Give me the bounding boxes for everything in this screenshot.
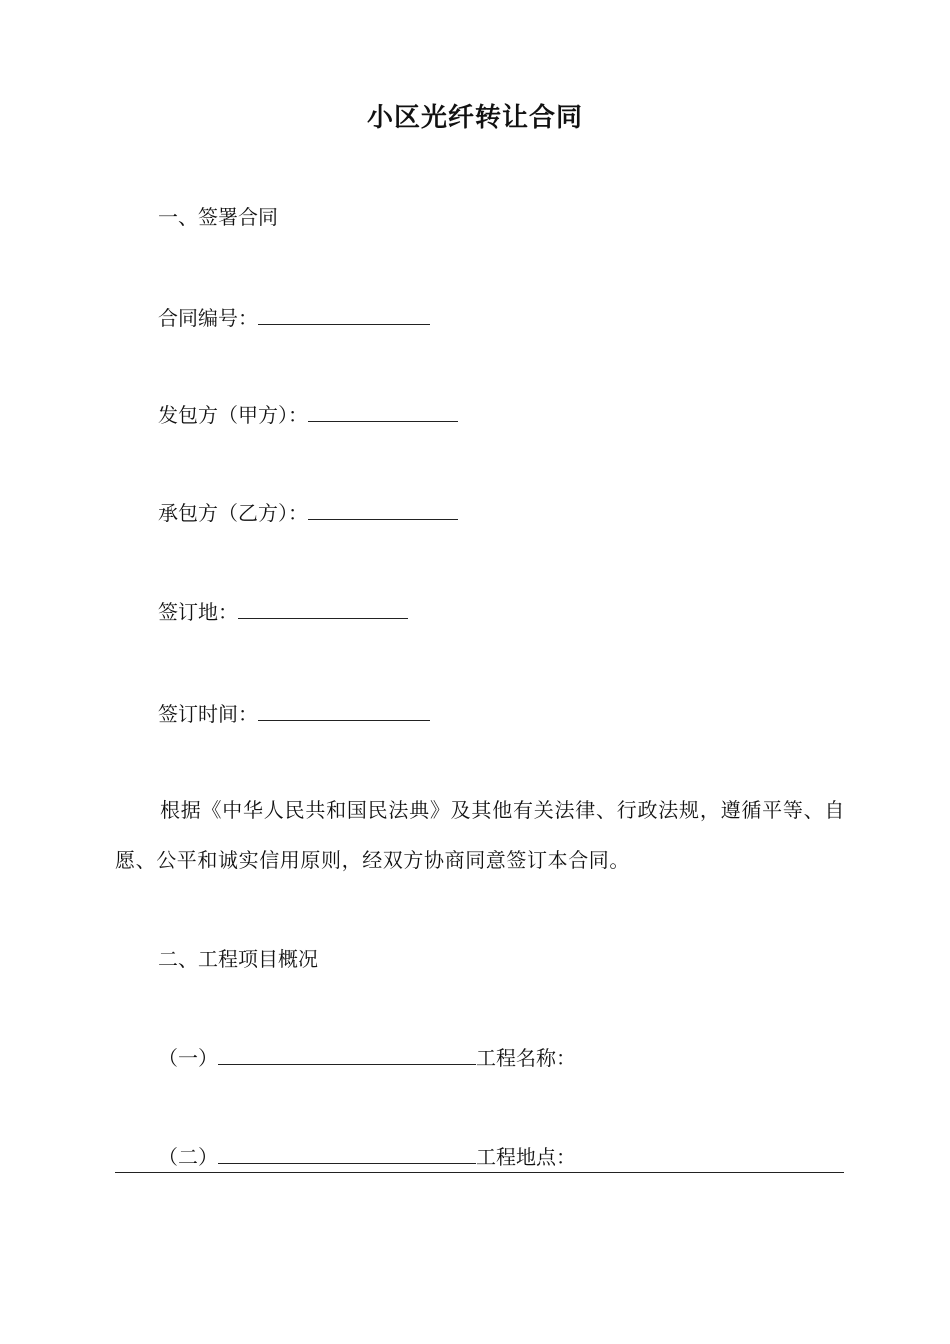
sign-place-label: 签订地：: [158, 600, 238, 624]
project-location-label: 工程地点：: [476, 1145, 576, 1169]
party-a-field: [158, 399, 458, 430]
contract-number-field: [158, 302, 430, 333]
project-name-label: 工程名称：: [476, 1046, 576, 1070]
document-title: 小区光纤转让合同: [366, 103, 583, 133]
section-heading-project: 二、工程项目概况: [158, 947, 318, 971]
party-a-blank: [308, 399, 458, 422]
party-b-label: 承包方（乙方）：: [158, 501, 308, 525]
party-a-label: 发包方（甲方）：: [158, 403, 308, 427]
project-name-field: [158, 1042, 576, 1073]
project-name-blank: [218, 1042, 476, 1065]
contract-number-blank: [258, 302, 430, 325]
sign-time-field: [158, 698, 430, 729]
project-location-field: [158, 1141, 576, 1172]
sign-time-label: 签订时间：: [158, 702, 258, 726]
project-location-blank: [218, 1141, 476, 1164]
item-prefix: （一）: [158, 1046, 218, 1070]
section-heading-sign: 一、签署合同: [158, 205, 278, 229]
party-b-blank: [308, 497, 458, 520]
sign-place-blank: [238, 596, 408, 619]
item-prefix: （二）: [158, 1145, 218, 1169]
contract-number-label: 合同编号：: [158, 306, 258, 330]
sign-place-field: [158, 596, 408, 627]
preamble-paragraph: 根据《中华人民共和国民法典》及其他有关法律、行政法规，遵循平等、自愿、公平和诚实信用原则，经双方协商同意签订本合同。: [115, 798, 845, 872]
sign-time-blank: [258, 698, 430, 721]
party-b-field: [158, 497, 458, 528]
page-footer-rule: [115, 1172, 844, 1173]
